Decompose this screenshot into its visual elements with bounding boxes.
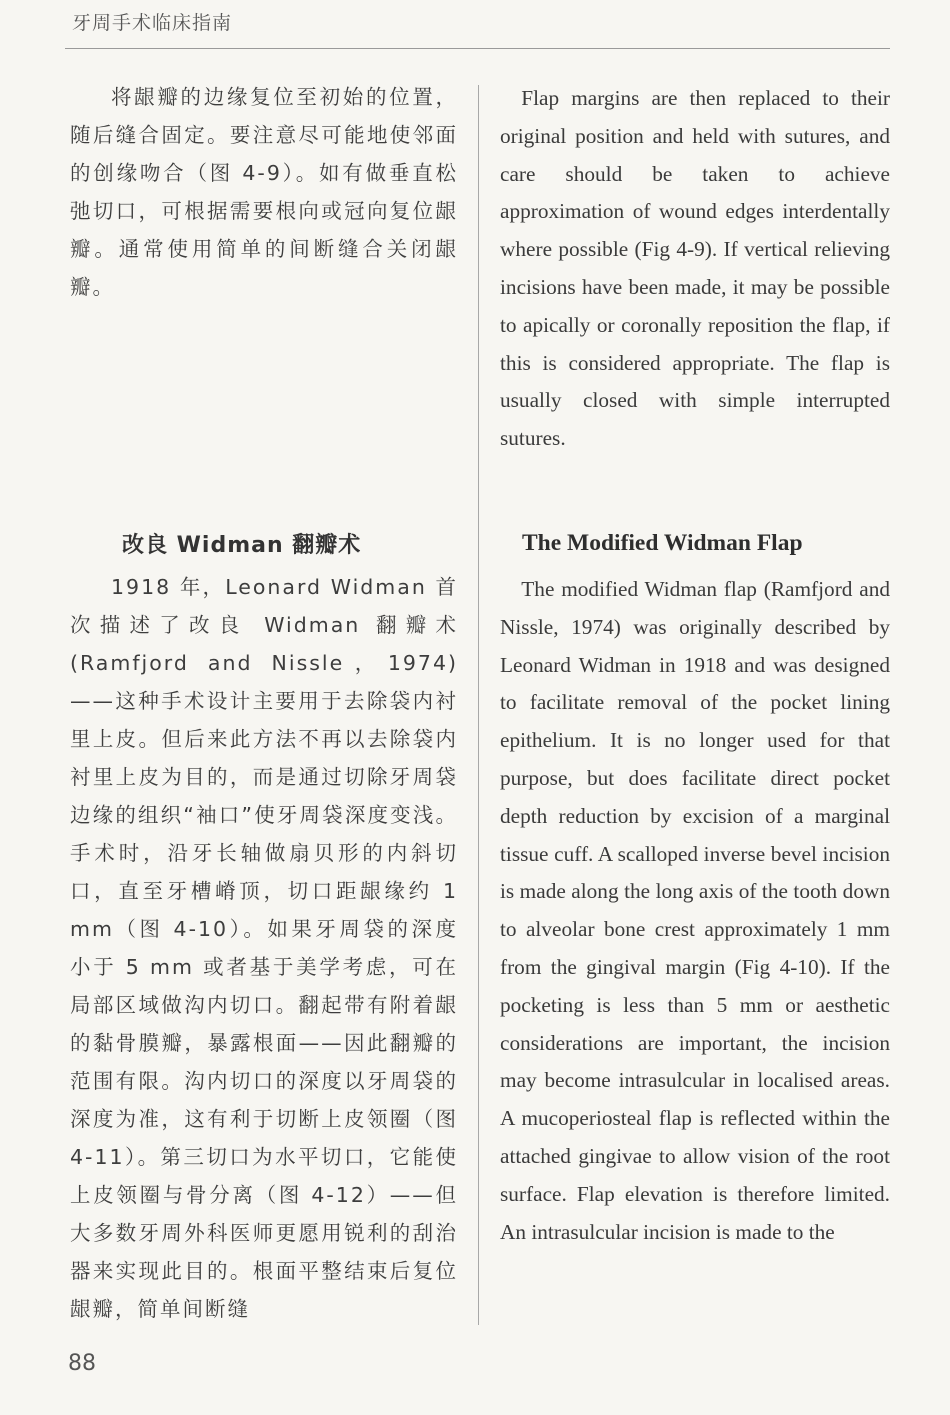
english-column-bottom [500,571,890,1251]
header-rule [65,48,890,49]
chinese-paragraph-1: 将龈瓣的边缘复位至初始的位置，随后缝合固定。要注意尽可能地使邻面的创缘吻合（图 4-9）。如有做垂直松弛切口，可根据需要根向或冠向复位龈瓣。通常使用简单的间断缝合关闭龈瓣。 [70,85,458,299]
column-divider [478,85,479,1325]
chinese-column-top [70,78,458,306]
english-paragraph-2: The modified Widman flap (Ramfjord and Nissle, 1974) was originally described by Leonard Widman in 1918 and was designed to facilitate removal of the pocket lining epithelium. It is no longer used for that purpose, but does facilitate direct pocket depth reduction by excision of a marginal tissue cuff. A scalloped inverse bevel incision is made along the long axis of the tooth down to alveolar bone crest approximately 1 mm from the gingival margin (Fig 4-10). If the pocketing is less than 5 mm or aesthetic considerations are important, the incision may become intrasulcular in localised areas. A mucoperiosteal flap is reflected within the attached gingivae to allow vision of the root surface. Flap elevation is therefore limited. An intrasulcular incision is made to the [500,577,890,1244]
english-section-heading: The Modified Widman Flap [522,530,803,556]
chinese-section-heading: 改良 Widman 翻瓣术 [122,533,362,558]
english-column-top [500,80,890,458]
english-paragraph-1: Flap margins are then replaced to their original position and held with sutures, and care should be taken to achieve approximation of wound edges interdentally where possible (Fig 4-9). If vertical relieving incisions have been made, it may be possible to apically or coronally reposition the flap, if this is considered appropriate. The flap is usually closed with simple interrupted sutures. [500,86,890,451]
chinese-paragraph-2: 1918 年，Leonard Widman 首次描述了改良 Widman 翻瓣术 (Ramfjord and Nissle，1974) ——这种手术设计主要用于去除袋内衬里上皮。但后来此方法不再以去除袋内衬里上皮为目的，而是通过切除牙周袋边缘的组织“袖口”使牙周袋深度变浅。手术时，沿牙长轴做扇贝形的内斜切口，直至牙槽嵴顶，切口距龈缘约 1 mm（图 4-10）。如果牙周袋的深度小于 5 mm 或者基于美学考虑，可在局部区域做沟内切口。翻起带有附着龈的黏骨膜瓣，暴露根面——因此翻瓣的范围有限。沟内切口的深度以牙周袋的深度为准，这有利于切断上皮领圈（图 4-11）。第三切口为水平切口，它能使上皮领圈与骨分离（图 4-12）——但大多数牙周外科医师更愿用锐利的刮治器来实现此目的。根面平整结束后复位龈瓣，简单间断缝 [70,575,458,1321]
page-number: 88 [68,1351,96,1376]
chinese-column-bottom [70,568,458,1328]
running-header-title: 牙周手术临床指南 [72,12,233,34]
